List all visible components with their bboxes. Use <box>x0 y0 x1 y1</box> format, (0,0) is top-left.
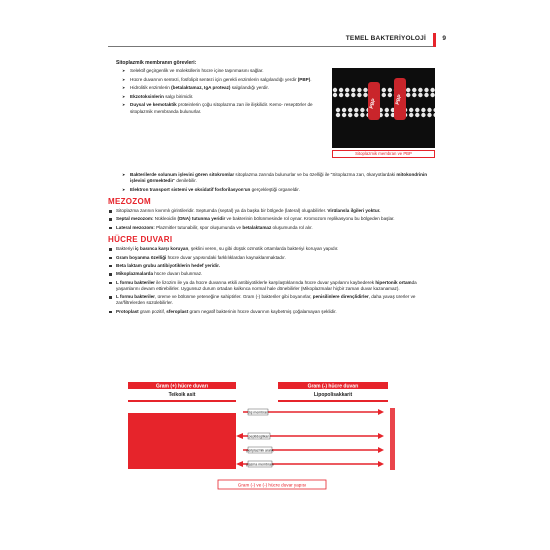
list-item: L formu bakteriler ile lizozim ile ya da hücre duvarına etkili antibiyotiklerle karşılaştıklarında hücre duvar yapılarını kaybederek hipertonik ortamda yaşamlarını devam ettirebilirler. Uygunsuz durum ortadan kalkınca normal hale dönebilirler (Mikoplazmalar hiçbir zaman duvar kazanamaz). <box>108 280 438 293</box>
lipid-head <box>342 108 346 112</box>
lipid-head <box>409 108 413 112</box>
teikoik-label: Teikoik asit <box>168 392 196 398</box>
lipid-head <box>427 108 431 112</box>
list-item: ➤ Bakterilerde solunum işlevini gören sitokromlar sitoplazma zarında bulunurlar ve bu özelliği ile "Sitoplazma zarı, ökaryotlardaki mitokondrinin işlevini görmektedir" denilebilir. <box>122 172 438 185</box>
gram-pos-label: Gram (+) hücre duvarı <box>155 383 209 390</box>
lipid-head <box>336 108 340 112</box>
list-item: Beta laktam grubu antibiyotiklerin hedef yeridir. <box>108 263 438 269</box>
lipid-head <box>415 108 419 112</box>
header-title: TEMEL BAKTERİYOLOJİ <box>345 35 426 42</box>
hucre-duvari-title: HÜCRE DUVARI <box>108 235 173 245</box>
pbp-label-1: PBP <box>368 97 378 110</box>
lipid-head <box>345 88 349 92</box>
list-item: ➤ Hücre duvarının sentezi, fosfolipit sentezi için gerekli enzimlerin salgılandığı yerdir (PBP). <box>122 77 320 83</box>
pbp-label-2: PBP <box>394 93 404 106</box>
extra-list <box>122 172 438 193</box>
lipid-head <box>351 93 355 97</box>
membrane-figure <box>332 68 435 158</box>
lipid-head <box>363 88 367 92</box>
lipid-head <box>409 113 413 117</box>
membrane-illustration <box>332 68 435 148</box>
running-header <box>108 33 446 47</box>
lipid-head <box>339 88 343 92</box>
lipid-head <box>406 93 410 97</box>
lipid-head <box>430 88 434 92</box>
lipid-head <box>388 88 392 92</box>
dis-membran-label: dış membran <box>247 410 269 415</box>
gram-neg-outer-layer <box>390 408 395 470</box>
lipid-head <box>382 88 386 92</box>
cell-wall-diagram <box>108 380 438 496</box>
gram-pos-peptidoglycan-block <box>128 413 236 469</box>
page-number: 9 <box>442 35 446 42</box>
lipid-head <box>424 93 428 97</box>
lipid-head <box>351 88 355 92</box>
diagram-caption: Gram (-) ve (-) hücre duvar yapısı <box>237 482 307 488</box>
lipid-head <box>354 113 358 117</box>
lipid-head <box>348 113 352 117</box>
lipid-head <box>418 93 422 97</box>
header-accent-bar <box>433 33 436 47</box>
lipid-head <box>357 88 361 92</box>
lipid-head <box>336 113 340 117</box>
lipid-head <box>363 93 367 97</box>
lipid-head <box>333 93 337 97</box>
membrane-caption: Sitoplazmik membran ve PBP <box>332 150 435 158</box>
lipid-head <box>418 88 422 92</box>
membrane-image <box>332 68 435 148</box>
list-item: ➤ Ekzotoksinlerin salgı birimidir. <box>122 94 320 100</box>
gram-pos-thin-layer <box>128 400 236 402</box>
list-item: L formu bakteriler, üreme ve bölünme yeteneğine sahiptirler. Gram (-) bakteriler gibi boyanırlar, penisilinlere dirençlidirler, daha yavaş ürerler ve zar/filtrelerden süzülebilirler. <box>108 294 438 307</box>
lipid-head <box>354 108 358 112</box>
list-item: Mikoplazmalarda hücre duvarı bulunmaz. <box>108 271 438 277</box>
lipid-head <box>421 108 425 112</box>
lipid-head <box>427 113 431 117</box>
list-item: Gram boyanma özelliği hücre duvar yapısındaki farklılıklardan kaynaklanmaktadır. <box>108 255 438 261</box>
periplazmik-label: periplazmik aralık <box>246 448 274 453</box>
lipid-head <box>388 93 392 97</box>
gram-neg-thin-layer <box>278 400 388 402</box>
lipid-head <box>415 113 419 117</box>
lipid-head <box>342 113 346 117</box>
mezozom-title: MEZOZOM <box>108 196 151 206</box>
list-item: Bakteriyi iç basınca karşı koruyan, şeklini veren, su gibi düşük ozmotik ortamlarda bakteriyi koruyan yapıdır. <box>108 246 438 252</box>
mezozom-list <box>108 208 438 231</box>
list-item: ➤ Elektron transport sistemi ve oksidatif fosforilasyon'un gerçekleştiği organeldir. <box>122 187 438 193</box>
lipid-head <box>385 108 389 112</box>
lipid-head <box>357 93 361 97</box>
lipid-head <box>412 93 416 97</box>
lipid-head <box>348 108 352 112</box>
gram-neg-label: Gram (-) hücre duvarı <box>307 383 359 390</box>
lipid-head <box>385 113 389 117</box>
plazma-label: plazma membranı <box>245 462 275 467</box>
list-item: ➤ Duysal ve kemotaktik proteinlerin çoğu sitoplazma zarı ile ilişkilidir. Kemo- reseptörler de sitoplazmik membranda bulunurlar. <box>122 102 320 115</box>
lipopolisakkarit-label: Lipopolisakkarit <box>313 392 353 398</box>
list-item: Lateral mezozom: Plazmitler tutunabilir, spor oluşumunda ve betalaktamaz oluşumunda rol alır. <box>108 225 438 231</box>
list-item: Sitoplazma zarının kıvrımlı girintileridir. Septumda (septal) ya da başka bir bölgede (lateral) olugabilirler. Virülansla ilgileri yoktur. <box>108 208 438 214</box>
list-item: Protoplast gram pozitif, sferoplast gram negatif bakterinin hücre duvarının kaybetmiş çoğalamayan şeklidir. <box>108 309 438 315</box>
hucre-list <box>108 246 438 315</box>
sitoplazmik-list <box>122 68 320 115</box>
lipid-head <box>382 93 386 97</box>
lipid-head <box>360 108 364 112</box>
sitoplazmik-section <box>108 60 438 168</box>
peptidoglikan-label: peptidoglikan <box>248 434 270 439</box>
lipid-head <box>412 88 416 92</box>
lipid-head <box>345 93 349 97</box>
list-item: ➤ Selektif geçirgenlik ve moleküllerin hücre içine taşınmasını sağlar. <box>122 68 320 74</box>
lipid-head <box>406 88 410 92</box>
lipid-head <box>360 113 364 117</box>
lipid-head <box>333 88 337 92</box>
lipid-head <box>430 93 434 97</box>
lipid-head <box>424 88 428 92</box>
sitoplazmik-title: Sitoplazmik membranın görevleri: <box>116 60 197 66</box>
lipid-head <box>421 113 425 117</box>
page-content <box>108 60 438 317</box>
list-item: Septal mezozom: Nükleoidin (DNA) tutunma yeridir ve bakterinin bölünmesinde rol oynar. Kromozom replikasyonu bu bölgeden başlar. <box>108 216 438 222</box>
list-item: ➤ Hidrolitik enzimlerin (betalaktamaz, IgA proteaz) salgılandığı yerdir. <box>122 85 320 91</box>
lipid-head <box>339 93 343 97</box>
